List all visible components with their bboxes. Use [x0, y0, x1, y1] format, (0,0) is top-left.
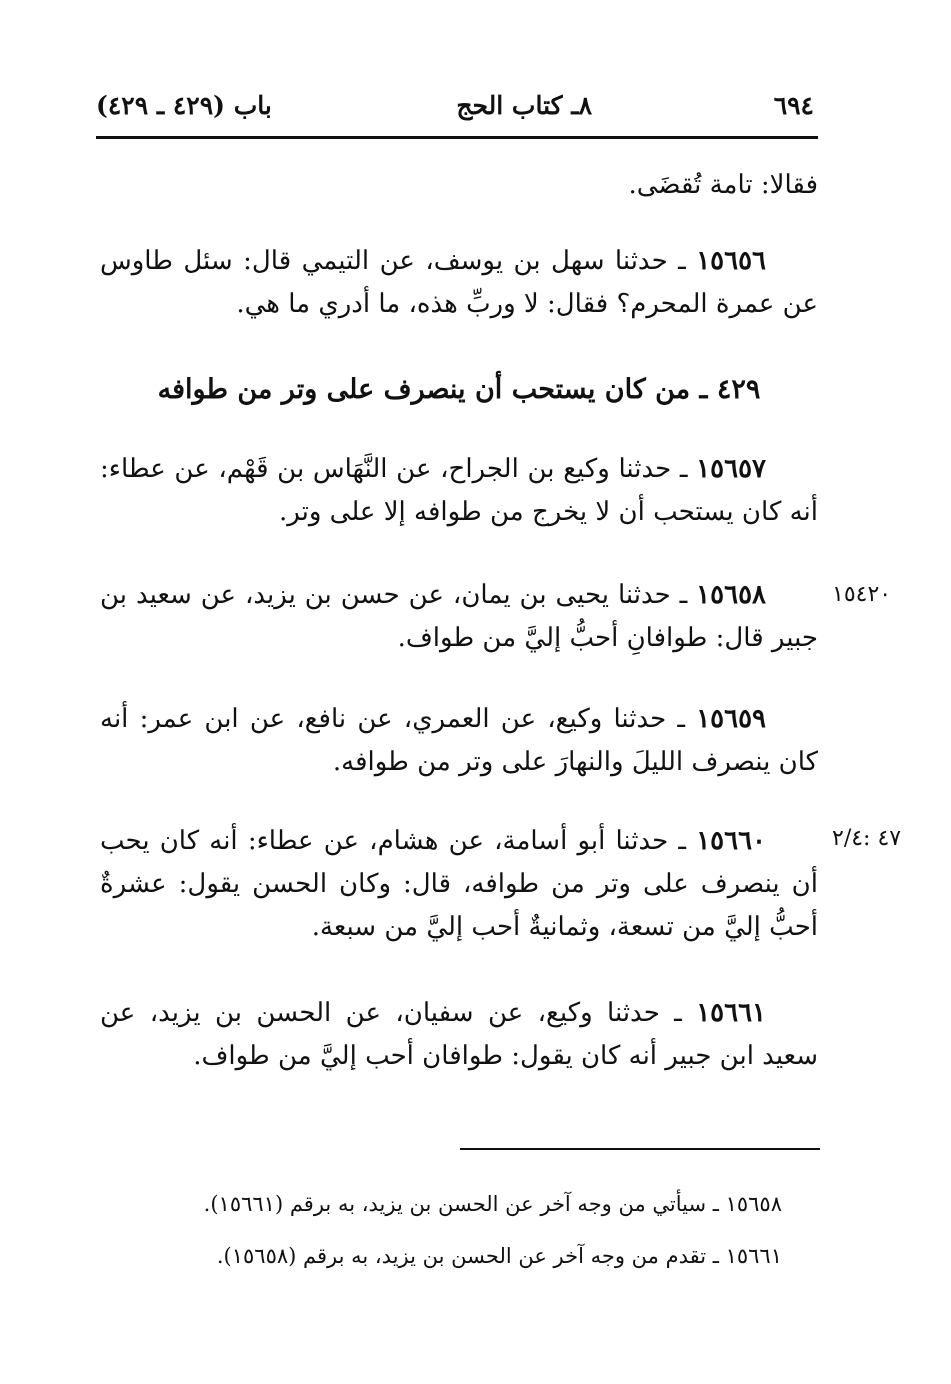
hadith-text: ـ حدثنا وكيع، عن العمري، عن نافع، عن ابن عمر: أنه كان ينصرف الليلَ والنهارَ على وتر من طوافه.: [100, 704, 818, 777]
hadith-text: ـ حدثنا سهل بن يوسف، عن التيمي قال: سئل طاوس عن عمرة المحرم؟ فقال: لا وربِّ هذه، ما أدري ما هي.: [100, 246, 818, 319]
hadith-number: ١٥٦٥٨: [696, 580, 766, 610]
hadith-text: ـ حدثنا وكيع، عن سفيان، عن الحسن بن يزيد، عن سعيد ابن جبير أنه كان يقول: طوافان أحب إليَّ من طواف.: [100, 998, 818, 1071]
opening-line-text: فقالا: تامة تُقضَى.: [628, 170, 818, 200]
opening-line: [100, 164, 818, 207]
book-title: ٨ـ كتاب الحج: [456, 91, 592, 120]
hadith-text: ـ حدثنا أبو أسامة، عن هشام، عن عطاء: أنه كان يحب أن ينصرف على وتر من طوافه، قال: وكان الحسن يقول: عشرةٌ أحبُّ إليَّ من تسعة، وثمانيةٌ أحب إليَّ من سبعة.: [100, 826, 818, 942]
hadith-number: ١٥٦٥٦: [696, 246, 767, 276]
page-number: ٦٩٤: [773, 91, 814, 120]
hadith-15659: [100, 698, 818, 784]
hadith-15657: [100, 448, 818, 534]
footnote-rule: [460, 1148, 820, 1150]
header-rule: [96, 136, 818, 139]
footnote: ١٥٦٦١ ـ تقدم من وجه آخر عن الحسن بن يزيد، به برقم (١٥٦٥٨).: [216, 1244, 782, 1268]
margin-reference-15660: ٤٧ :٢/٤: [832, 826, 902, 851]
hadith-number: ١٥٦٥٧: [696, 454, 766, 484]
section-heading: ٤٢٩ ـ من كان يستحب أن ينصرف على وتر من طوافه: [157, 374, 761, 405]
footnotes: [120, 1178, 782, 1282]
hadith-number: ١٥٦٦٠: [696, 826, 767, 856]
hadith-15661: [100, 992, 818, 1078]
hadith-text: ـ حدثنا يحيى بن يمان، عن حسن بن يزيد، عن سعيد بن جبير قال: طوافانِ أحبُّ إليَّ من طواف.: [100, 580, 818, 653]
hadith-number: ١٥٦٦١: [696, 998, 767, 1028]
hadith-15660: [100, 820, 818, 949]
hadith-15658: [100, 574, 818, 660]
margin-reference-15658: ١٥٤٢٠: [832, 582, 892, 607]
chapter-range: باب (٤٢٩ ـ ٤٢٩): [96, 91, 272, 120]
footnote: ١٥٦٥٨ ـ سيأتي من وجه آخر عن الحسن بن يزيد، به برقم (١٥٦٦١).: [203, 1192, 782, 1216]
hadith-number: ١٥٦٥٩: [696, 704, 767, 734]
hadith-15656: [100, 240, 818, 326]
running-header: [96, 82, 814, 130]
hadith-text: ـ حدثنا وكيع بن الجراح، عن النَّهَاس بن قَهْم، عن عطاء: أنه كان يستحب أن لا يخرج من طوافه إلا على وتر.: [100, 454, 818, 527]
